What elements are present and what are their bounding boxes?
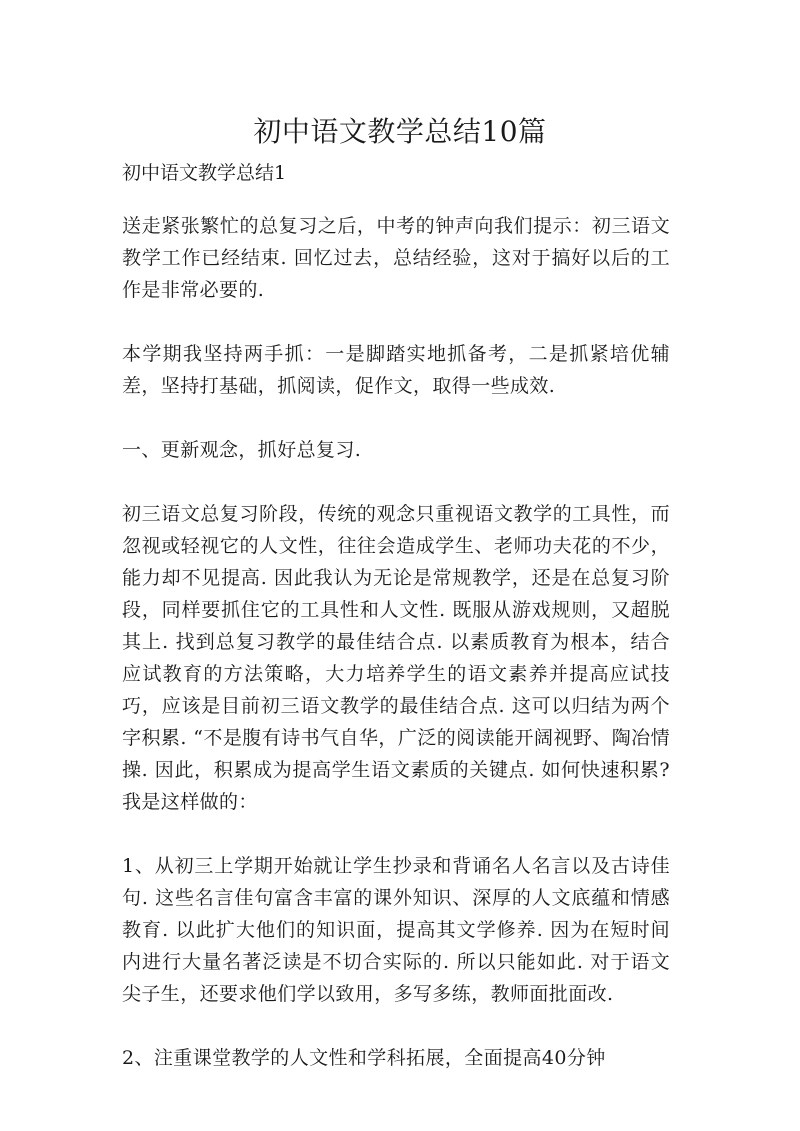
paragraph-strategy: 本学期我坚持两手抓：一是脚踏实地抓备考，二是抓紧培优辅差，坚持打基础，抓阅读，促作文，取得一些成效. [122,343,670,397]
paragraph-review: 初三语文总复习阶段，传统的观念只重视语文教学的工具性，而忽视或轻视它的人文性，往往会造成学生、老师功夫花的不少，能力却不见提高. 因此我认为无论是常规教学，还是在总复习阶段，同样要抓住它的工具性和人文性. 既服从游戏规则，又超脱其上. 找到总复习教学的最佳结合点. 以素质教育为根本，结合应试教育的方法策略，大力培养学生的语文素养并提高应试技巧，应该是目前初三语文教学的最佳结合点. 这可以归结为两个字积累. “不是腹有诗书气自华，广泛的阅读能开阔视野、陶冶情操. 因此，积累成为提高学生语文素质的关键点. 如何快速积累?我是这样做的： [122,503,670,813]
section-subtitle: 初中语文教学总结1 [122,162,287,184]
paragraph-intro: 送走紧张繁忙的总复习之后，中考的钟声向我们提示：初三语文教学工作已经结束. 回忆过去，总结经验，这对于搞好以后的工作是非常必要的. [122,215,670,301]
document-title: 初中语文教学总结10篇 [253,115,547,148]
section-heading-1: 一、更新观念，抓好总复习. [122,439,362,461]
document-body [122,210,670,1106]
list-item-2: 2、注重课堂教学的人文性和学科拓展，全面提高40分钟 [122,1047,606,1069]
list-item-1: 1、从初三上学期开始就让学生抄录和背诵名人名言以及古诗佳句. 这些名言佳句富含丰富的课外知识、深厚的人文底蕴和情感教育. 以此扩大他们的知识面，提高其文学修养. 因为在短时间内进行大量名著泛读是不切合实际的. 所以只能如此. 对于语文尖子生，还要求他们学以致用，多写多练，教师面批面改. [122,855,670,1005]
